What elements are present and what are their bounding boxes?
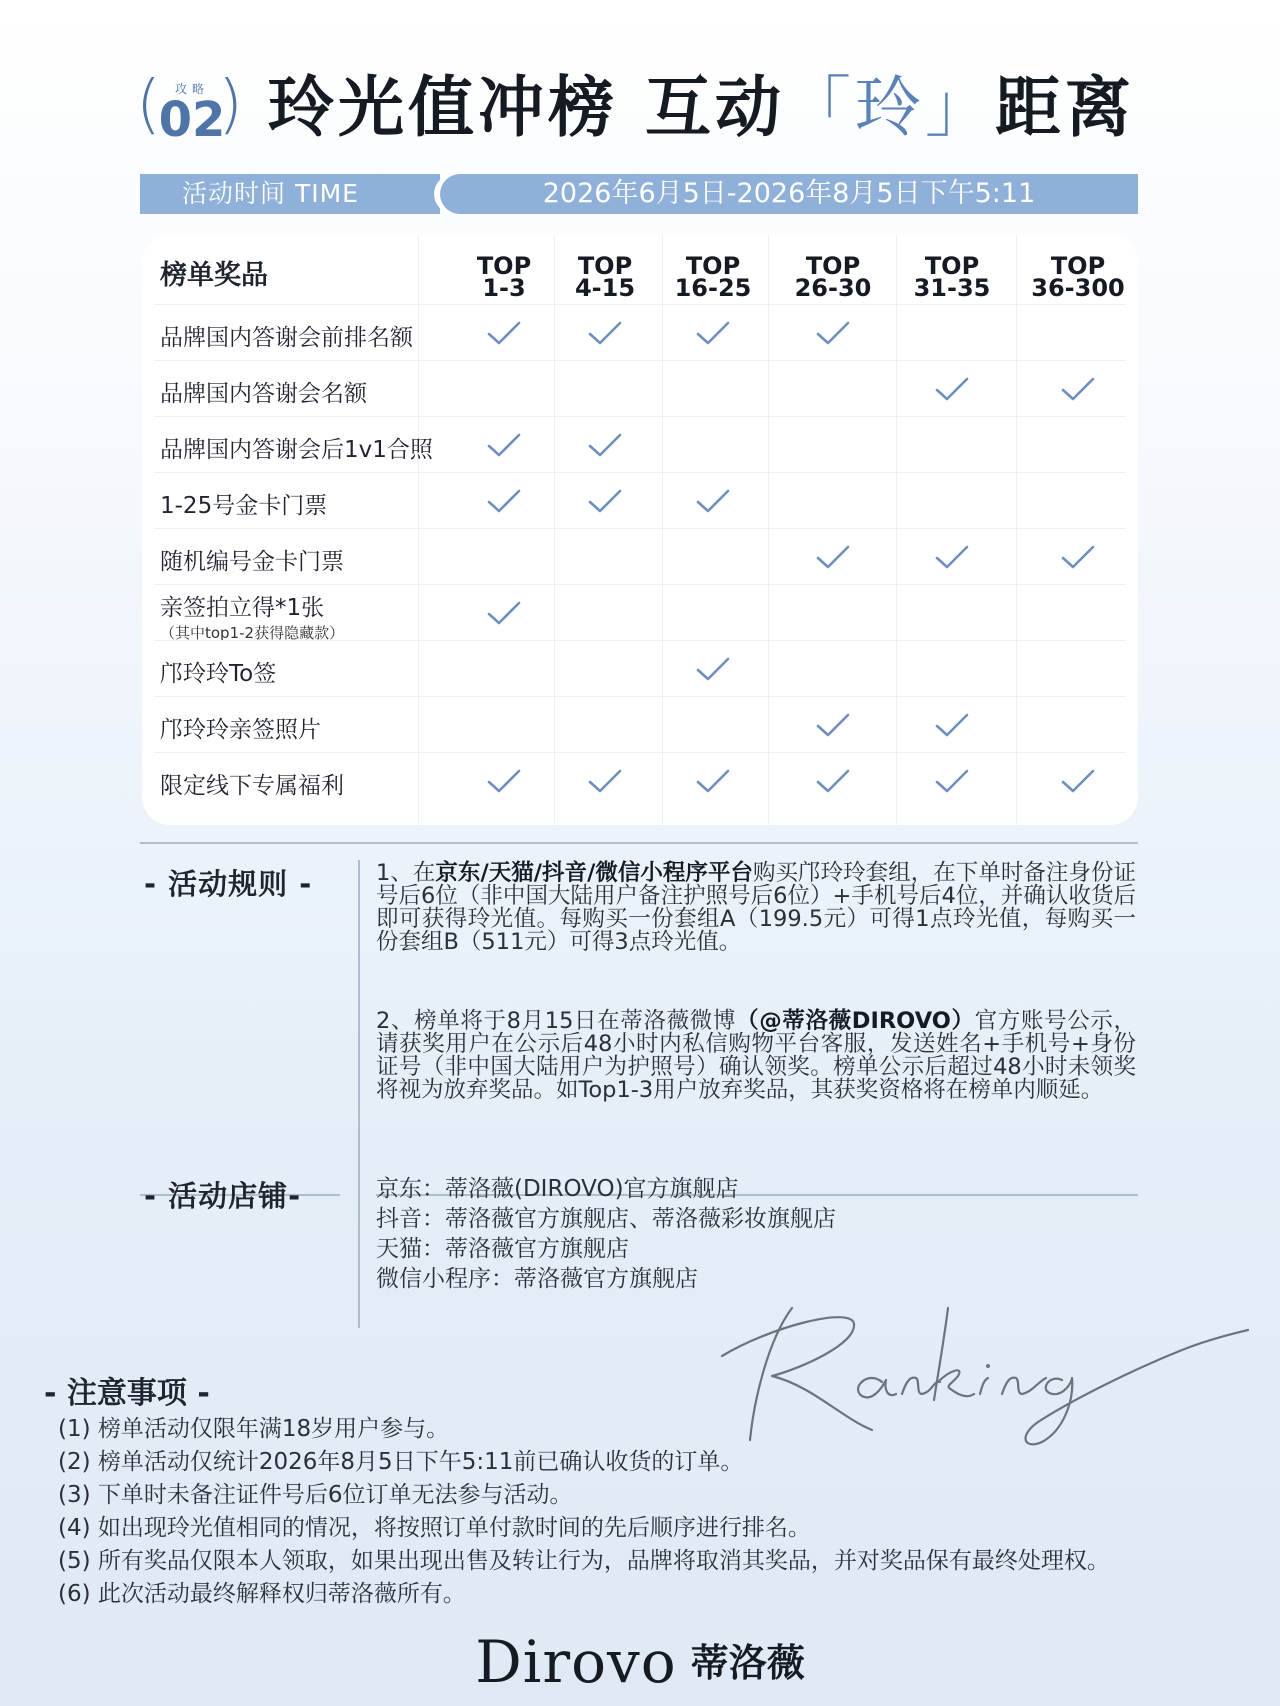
notice-item-2: (2) 榜单活动仅统计2026年8月5日下午5:11前已确认收货的订单。 — [58, 1449, 744, 1475]
prize-row — [142, 529, 1138, 585]
check-icon — [486, 767, 522, 795]
check-icon — [587, 431, 623, 459]
notice-item-6: (6) 此次活动最终解释权归蒂洛薇所有。 — [58, 1581, 466, 1607]
brand-name-en: Dirovo — [475, 1628, 677, 1696]
rules-top-divider — [140, 842, 1138, 844]
check-icon — [486, 487, 522, 515]
notice-item-3: (3) 下单时未备注证件号后6位订单无法参与活动。 — [58, 1482, 573, 1508]
store-tmall: 天猫：蒂洛薇官方旗舰店 — [376, 1236, 629, 1262]
prize-row — [142, 361, 1138, 417]
prize-row — [142, 697, 1138, 753]
tier-header: TOP 16-25 — [674, 252, 752, 302]
brand-logo — [0, 1628, 1280, 1696]
title-quote-close: 」 — [924, 69, 995, 146]
rules-vertical-divider — [358, 860, 360, 1328]
badge-caption: 攻略 — [174, 82, 209, 96]
table-corner-label: 榜单奖品 — [160, 260, 268, 291]
title-part-b: 距离 — [994, 69, 1135, 146]
store-douyin: 抖音：蒂洛薇官方旗舰店、蒂洛薇彩妆旗舰店 — [376, 1206, 836, 1232]
check-icon — [587, 767, 623, 795]
check-icon — [486, 431, 522, 459]
signature-text: Ranking — [712, 1290, 717, 1291]
prize-sublabel: （其中top1-2获得隐藏款） — [160, 624, 345, 642]
notice-title: - 注意事项 - — [44, 1376, 210, 1411]
guide-badge: ( 攻略 02 ) — [136, 68, 243, 148]
rule-2: 2、榜单将于8月15日在蒂洛薇微博（@蒂洛薇DIROVO）官方账号公示，请获奖用户在公示后48小时内私信购物平台客服，发送姓名+手机号+身份证号（非中国大陆用户为护照号）确认领奖。榜单公示后超过48小时未领奖将视为放弃奖品。如Top1-3用户放弃奖品，其获奖资格将在榜单内顺延。 — [376, 1008, 1137, 1103]
check-icon — [1060, 375, 1096, 403]
tier-header: TOP 26-30 — [794, 252, 872, 302]
check-icon — [934, 375, 970, 403]
prize-label: 随机编号金卡门票 — [160, 549, 344, 575]
tier-header: TOP 4-15 — [574, 252, 636, 302]
badge-number: 02 — [158, 92, 226, 148]
check-icon — [815, 319, 851, 347]
rules-section — [140, 842, 1138, 1330]
prize-label: 1-25号金卡门票 — [160, 493, 328, 519]
check-icon — [587, 319, 623, 347]
check-icon — [1060, 767, 1096, 795]
prize-label: 邝玲玲亲签照片 — [160, 717, 321, 743]
prize-row — [142, 585, 1138, 641]
check-icon — [934, 767, 970, 795]
prize-label: 品牌国内答谢会前排名额 — [160, 325, 413, 351]
check-icon — [486, 319, 522, 347]
check-icon — [486, 599, 522, 627]
check-icon — [695, 319, 731, 347]
check-icon — [815, 543, 851, 571]
title-highlight: 玲 — [854, 69, 925, 146]
tier-header: TOP 36-300 — [1031, 252, 1125, 302]
table-header-row — [142, 235, 1138, 305]
notice-item-5: (5) 所有奖品仅限本人领取，如果出现出售及转让行为，品牌将取消其奖品，并对奖品保有最终处理权。 — [58, 1548, 1110, 1574]
prize-row — [142, 417, 1138, 473]
store-jd: 京东：蒂洛薇(DIROVO)官方旗舰店 — [376, 1176, 739, 1202]
stores-title: - 活动店铺- — [144, 1179, 302, 1213]
rule-1: 1、在京东/天猫/抖音/微信小程序平台购买邝玲玲套组，在下单时备注身份证号后6位（非中国大陆用户备注护照号后6位）+手机号后4位，并确认收货后即可获得玲光值。每购买一份套组A（199.5元）可得1点玲光值，每购买一份套组B（511元）可得3点玲光值。 — [376, 860, 1136, 955]
ranking-signature — [712, 1290, 1252, 1450]
notice-item-1: (1) 榜单活动仅限年满18岁用户参与。 — [58, 1416, 450, 1442]
prize-row — [142, 641, 1138, 697]
check-icon — [695, 487, 731, 515]
brand-name-cn: 蒂洛薇 — [690, 1641, 805, 1685]
tier-header: TOP 1-3 — [476, 252, 532, 302]
store-wechat: 微信小程序：蒂洛薇官方旗舰店 — [376, 1266, 698, 1292]
activity-time-value: 2026年6月5日-2026年8月5日下午5:11 — [440, 174, 1138, 214]
page-title — [268, 68, 1135, 148]
prize-row — [142, 473, 1138, 529]
activity-time-label: 活动时间 TIME — [140, 174, 440, 214]
check-icon — [934, 711, 970, 739]
title-part-a: 玲光值冲榜 互动 — [268, 69, 785, 146]
check-icon — [695, 655, 731, 683]
check-icon — [815, 711, 851, 739]
rules-title: - 活动规则 - — [144, 867, 313, 901]
prize-label: 亲签拍立得*1张 （其中top1-2获得隐藏款） — [160, 589, 580, 643]
page-header — [136, 58, 1146, 158]
notice-item-4: (4) 如出现玲光值相同的情况，将按照订单付款时间的先后顺序进行排名。 — [58, 1515, 811, 1541]
prize-row — [142, 753, 1138, 809]
check-icon — [695, 767, 731, 795]
title-quote-open: 「 — [784, 69, 855, 146]
prize-label: 限定线下专属福利 — [160, 773, 344, 799]
check-icon — [934, 543, 970, 571]
check-icon — [815, 767, 851, 795]
tier-header: TOP 31-35 — [913, 252, 991, 302]
prize-row — [142, 305, 1138, 361]
activity-time-bar — [140, 174, 1138, 214]
check-icon — [1060, 543, 1096, 571]
prize-label: 品牌国内答谢会名额 — [160, 381, 367, 407]
prize-table — [142, 235, 1138, 825]
prize-label: 品牌国内答谢会后1v1合照 — [160, 437, 433, 463]
check-icon — [587, 487, 623, 515]
prize-label: 邝玲玲To签 — [160, 661, 277, 687]
